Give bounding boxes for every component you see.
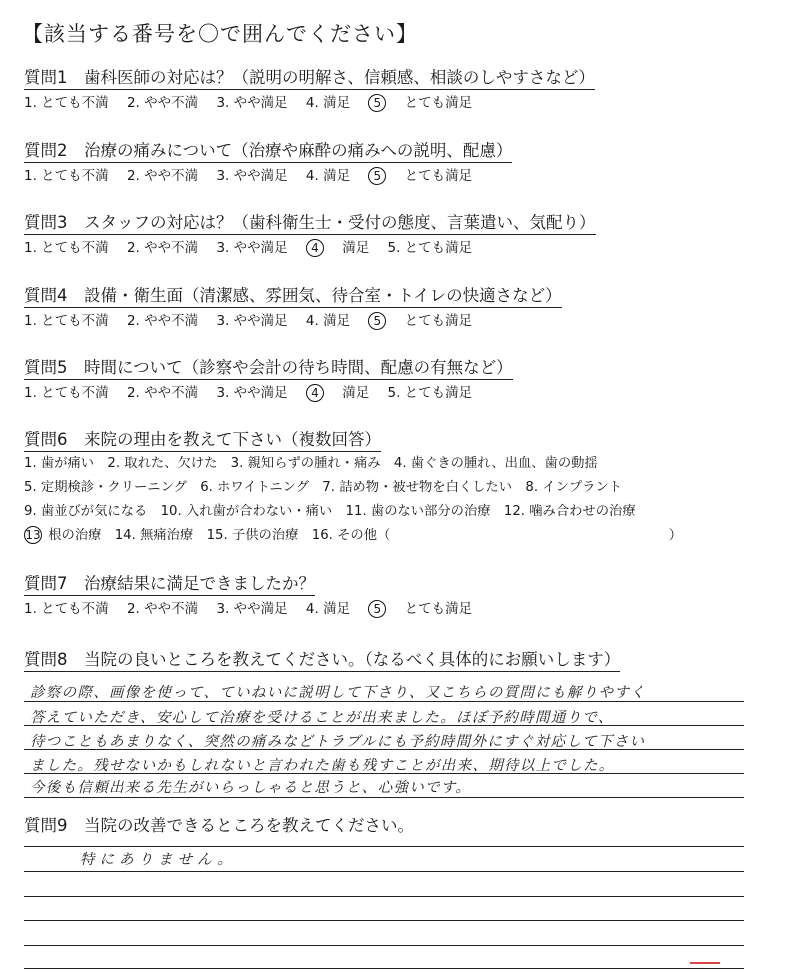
answer-rule	[24, 773, 744, 774]
option-1[interactable]: 1. とても不満	[24, 313, 109, 329]
question-1-title: 質問1 歯科医師の対応は？（説明の明解さ、信頼感、相談のしやすさなど）	[24, 68, 595, 90]
question-6-other-close: ）	[668, 528, 683, 543]
question-6-line-3[interactable]: 9. 歯並びが気になる 10. 入れ歯が合わない・痛い 11. 歯のない部分の治療 12. 噛み合わせの治療	[24, 504, 636, 519]
option-5-circled[interactable]: 5 とても満足	[368, 168, 472, 184]
option-3[interactable]: 3. やや満足	[216, 168, 288, 184]
question-1	[24, 68, 595, 113]
option-2[interactable]: 2. やや不満	[126, 168, 199, 184]
question-8-title: 質問8 当院の良いところを教えてください。（なるべく具体的にお願いします）	[24, 650, 620, 672]
option-5-circled[interactable]: 5 とても満足	[368, 313, 472, 329]
form-header: 【該当する番号を〇で囲んでください】	[22, 22, 418, 46]
question-3-title: 質問3 スタッフの対応は？（歯科衛生士・受付の態度、言葉遣い、気配り）	[24, 213, 596, 235]
question-6-line-4	[24, 524, 682, 548]
selection-circle: 5	[368, 94, 386, 112]
question-5	[24, 358, 513, 403]
question-3	[24, 213, 596, 258]
q9-answer: 特にありません。	[80, 852, 237, 868]
answer-rule	[24, 871, 744, 872]
option-5[interactable]: 5. とても満足	[387, 385, 473, 401]
option-4[interactable]: 4. 満足	[305, 313, 351, 329]
option-13-circled[interactable]: 13	[25, 528, 41, 542]
answer-rule	[24, 945, 744, 946]
selection-circle: 5	[368, 312, 386, 330]
q8-answer-line-5: 今後も信頼出来る先生がいらっしゃると思うと、心強いです。	[30, 780, 472, 796]
answer-rule	[24, 797, 744, 798]
question-6	[24, 430, 682, 548]
question-4	[24, 286, 562, 331]
option-3[interactable]: 3. やや満足	[216, 313, 288, 329]
question-4-title: 質問4 設備・衛生面（清潔感、雰囲気、待合室・トイレの快適さなど）	[24, 286, 562, 308]
option-5-circled[interactable]: 5 とても満足	[368, 93, 472, 113]
answer-rule	[24, 968, 744, 969]
red-pen-mark	[690, 962, 720, 972]
selection-circle: 5	[368, 600, 386, 618]
option-3[interactable]: 3. やや満足	[216, 240, 288, 256]
option-2[interactable]: 2. やや不満	[126, 601, 199, 617]
option-1[interactable]: 1. とても不満	[24, 168, 109, 184]
option-5-circled[interactable]: 5 とても満足	[368, 601, 472, 617]
question-5-title: 質問5 時間について（診察や会計の待ち時間、配慮の有無など）	[24, 358, 513, 380]
option-2[interactable]: 2. やや不満	[126, 95, 199, 111]
question-6-line-2[interactable]: 5. 定期検診・クリーニング 6. ホワイトニング 7. 詰め物・被せ物を白くしたい 8. インプラント	[24, 480, 623, 495]
option-4-circled[interactable]: 4 満足	[306, 385, 369, 401]
question-3-options	[24, 238, 596, 258]
answer-rule	[24, 725, 744, 726]
question-1-options	[24, 93, 595, 113]
answer-rule	[24, 896, 744, 897]
option-1[interactable]: 1. とても不満	[24, 601, 109, 617]
option-2[interactable]: 2. やや不満	[126, 313, 199, 329]
question-9-title: 質問9 当院の改善できるところを教えてください。	[24, 816, 414, 835]
question-4-options	[24, 311, 562, 331]
answer-rule	[24, 749, 744, 750]
question-5-options	[24, 383, 513, 403]
q8-answer-line-1: 診察の際、画像を使って、ていねいに説明して下さり、又こちらの質問にも解りやすく	[30, 685, 646, 701]
answer-rule	[24, 701, 744, 702]
q8-answer-line-3: 待つこともあまりなく、突然の痛みなどトラブルにも予約時間外にすぐ対応して下さい	[30, 734, 646, 750]
option-3[interactable]: 3. やや満足	[216, 95, 288, 111]
q8-answer-line-4: ました。残せないかもしれないと言われた歯も残すことが出来、期待以上でした。	[30, 758, 615, 774]
option-4[interactable]: 4. 満足	[305, 168, 351, 184]
selection-circle: 4	[306, 384, 324, 402]
question-2	[24, 141, 512, 186]
question-9	[24, 816, 414, 837]
option-2[interactable]: 2. やや不満	[126, 240, 199, 256]
selection-circle: 4	[306, 239, 324, 257]
question-2-options	[24, 166, 512, 186]
option-3[interactable]: 3. やや満足	[216, 385, 288, 401]
question-6-line-1[interactable]: 1. 歯が痛い 2. 取れた、欠けた 3. 親知らずの腫れ・痛み 4. 歯ぐきの腫れ、出血、歯の動揺	[24, 456, 598, 471]
question-2-title: 質問2 治療の痛みについて（治療や麻酔の痛みへの説明、配慮）	[24, 141, 512, 163]
option-4-circled[interactable]: 4 満足	[306, 240, 369, 256]
question-7-options	[24, 599, 486, 619]
q8-answer-line-2: 答えていただき、安心して治療を受けることが出来ました。ほぼ予約時間通りで、	[30, 710, 614, 726]
question-8	[24, 650, 620, 672]
option-1[interactable]: 1. とても不満	[24, 95, 109, 111]
option-5[interactable]: 5. とても満足	[387, 240, 473, 256]
option-2[interactable]: 2. やや不満	[126, 385, 199, 401]
question-7	[24, 574, 486, 619]
selection-circle: 5	[368, 167, 386, 185]
answer-rule	[24, 920, 744, 921]
option-3[interactable]: 3. やや満足	[216, 601, 288, 617]
question-6-title: 質問6 来院の理由を教えて下さい（複数回答）	[24, 430, 381, 452]
option-1[interactable]: 1. とても不満	[24, 240, 109, 256]
question-7-title: 質問7 治療結果に満足できましたか？	[24, 574, 315, 596]
question-6-line-4-text[interactable]: 根の治療 14. 無痛治療 15. 子供の治療 16. その他（	[48, 528, 391, 543]
option-4[interactable]: 4. 満足	[305, 95, 351, 111]
option-4[interactable]: 4. 満足	[305, 601, 351, 617]
option-1[interactable]: 1. とても不満	[24, 385, 109, 401]
answer-rule	[24, 846, 744, 847]
